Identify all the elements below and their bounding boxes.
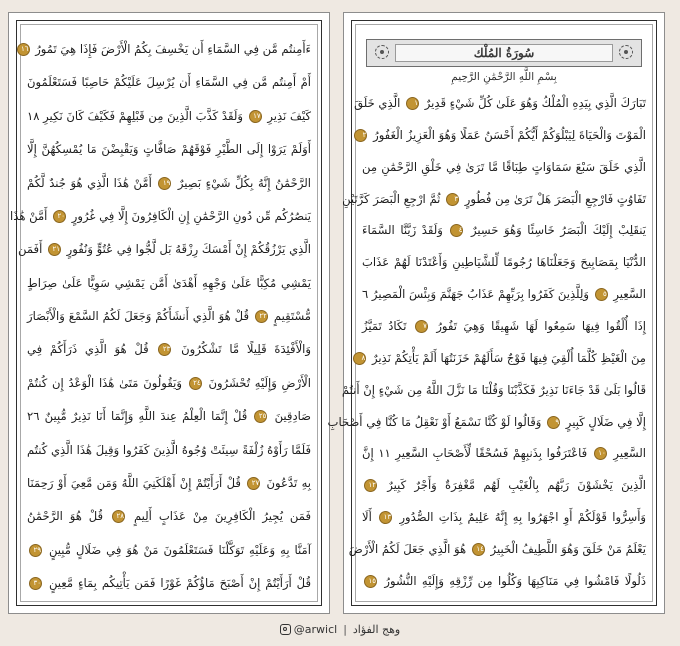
ayah-number-marker: ٥: [595, 288, 608, 301]
verse-text: تَبَارَكَ الَّذِي بِيَدِهِ الْمُلْكُ وَهُوَ عَلَىٰ كُلِّ شَيْءٍ قَدِيرٌ: [424, 96, 646, 110]
verse-text-continued: تَكَادُ تَمَيَّزُ: [362, 319, 407, 334]
verse-line: [362, 479, 646, 493]
verse-line: [362, 447, 646, 461]
sura-header: [366, 39, 642, 67]
verse-line: [27, 110, 311, 124]
verse-text: قُلْ أَرَأَيْتُمْ إِنْ أَصْبَحَ مَاؤُكُمْ غَوْرًا فَمَن يَأْتِيكُم بِمَاءٍ مَّعِينٍ: [48, 576, 312, 590]
verse-text: السَّعِيرِ: [613, 446, 647, 461]
ayah-number-marker: ٢: [354, 129, 367, 142]
verse-text: مُّسْتَقِيمٍ: [273, 309, 312, 323]
ayah-number-marker: ١٥: [364, 575, 377, 588]
ayah-number-marker: ١٤: [472, 543, 485, 556]
verse-text-continued: أَمَّنْ هَٰذَا: [10, 208, 48, 223]
right-page-text: [327, 96, 647, 589]
verse-text: بِهِ تَدَّعُونَ: [266, 475, 312, 490]
rosette-ornament-icon: [619, 45, 633, 59]
verse-text-continued: وَيَقُولُونَ مَتَىٰ هَٰذَا الْوَعْدُ إِن كُنتُمْ: [27, 375, 182, 390]
verse-text: يَنصُرُكُم مِّن دُونِ الرَّحْمَٰنِ إِنِ الْكَافِرُونَ إِلَّا فِي غُرُورٍ: [71, 208, 311, 223]
verse-text-continued: وَلَقَدْ كَذَّبَ الَّذِينَ مِن قَبْلِهِمْ فَكَيْفَ كَانَ نَكِيرِ ١٨: [27, 108, 243, 123]
verse-line: [27, 577, 311, 591]
verse-line: [362, 224, 646, 238]
ayah-number-marker: ١٩: [158, 177, 171, 190]
ayah-number-marker: ١٠: [594, 447, 607, 460]
verse-text: إِذَا أُلْقُوا فِيهَا سَمِعُوا لَهَا شَهِيقًا وَهِيَ تَفُورُ: [436, 319, 647, 334]
verse-text: الرَّحْمَٰنُ إِنَّهُ بِكُلِّ شَيْءٍ بَصِيرٌ: [177, 175, 311, 190]
verse-text-continued: هُوَ الَّذِي جَعَلَ لَكُمُ الْأَرْضَ: [348, 542, 467, 557]
ayah-number-marker: ٨: [353, 352, 366, 365]
verse-text-continued: وَلِلَّذِينَ كَفَرُوا بِرَبِّهِمْ عَذَابُ جَهَنَّمَ وَبِئْسَ الْمَصِيرُ ٦: [362, 287, 590, 302]
verse-text: وَأَسِرُّوا قَوْلَكُمْ أَوِ اجْهَرُوا بِهِ إِنَّهُ عَلِيمٌ بِذَاتِ الصُّدُورِ: [399, 510, 647, 525]
verse-text-continued: أَفَمَن: [18, 242, 43, 257]
verse-line: [341, 382, 646, 398]
verse-text-continued: وَلَقَدْ زَيَّنَّا السَّمَاءَ: [362, 223, 443, 238]
left-page-frame: [10, 20, 322, 606]
brand-name: وهج الفؤاد: [352, 622, 401, 636]
ayah-number-marker: ٢٥: [254, 410, 267, 423]
verse-line: [354, 96, 646, 111]
ayah-number-marker: ٤: [450, 224, 463, 237]
verse-text-continued: قُلْ هُوَ الَّذِي أَنشَأَكُمْ وَجَعَلَ لَكُمُ السَّمْعَ وَالْأَبْصَارَ: [27, 309, 249, 323]
ayah-number-marker: ١: [406, 97, 419, 110]
verse-text: الَّذِي يَرْزُقُكُمْ إِنْ أَمْسَكَ رِزْقَهُ بَل لَّجُّوا فِي عُتُوٍّ وَنُفُورٍ: [66, 242, 311, 257]
verse-line: [18, 242, 311, 257]
verse-text: إِلَّا فِي ضَلَالٍ كَبِيرٍ: [565, 414, 646, 429]
verse-line: [20, 42, 311, 57]
verse-line: [27, 310, 311, 324]
verse-text: يَنقَلِبْ إِلَيْكَ الْبَصَرُ خَاسِئًا وَهُوَ حَسِيرٌ: [471, 223, 646, 238]
verse-text: أَوَلَمْ يَرَوْا إِلَى الطَّيْرِ فَوْقَهُمْ صَافَّاتٍ وَيَقْبِضْنَ مَا يُمْسِكُهُنَّ إِلَّا: [27, 142, 311, 157]
verse-line: [327, 414, 646, 430]
verse-line: [27, 510, 311, 524]
verse-text: الْمَوْتَ وَالْحَيَاةَ لِيَبْلُوَكُمْ أَيُّكُمْ أَحْسَنُ عَمَلًا وَهُوَ الْعَزِيزُ الْغَفُورُ: [373, 127, 646, 142]
sura-title: سُورَةُ المُلْك: [473, 46, 535, 60]
verse-line: [362, 288, 646, 302]
ayah-number-marker: ٣: [446, 193, 459, 206]
right-page-frame: [327, 20, 657, 606]
ayah-number-marker: ١٢: [364, 479, 377, 492]
ayah-number-marker: ١٣: [379, 511, 392, 524]
verse-line: [27, 177, 311, 191]
ayah-number-marker: ٢٨: [112, 510, 125, 523]
verse-text: السَّعِيرِ: [613, 287, 646, 302]
verse-line: [27, 444, 311, 458]
verse-text-continued: قُلْ إِنَّمَا الْعِلْمُ عِندَ اللَّهِ وَإِنَّمَا أَنَا نَذِيرٌ مُّبِينٌ ٢٦: [27, 409, 248, 424]
verse-text: تَفَاوُتٍ فَارْجِعِ الْبَصَرَ هَلْ تَرَىٰ مِن فُطُورٍ: [464, 191, 646, 206]
verse-text: ءَأَمِنتُم مَّن فِي السَّمَاءِ أَن يَخْسِفَ بِكُمُ الْأَرْضَ فَإِذَا هِيَ تَمُورُ: [35, 42, 311, 56]
verse-text-continued: فَاعْتَرَفُوا بِذَنبِهِمْ فَسُحْقًا لِّأَصْحَابِ السَّعِيرِ ١١ إِنَّ: [362, 446, 588, 461]
verse-text: مِنَ الْغَيْظِ كُلَّمَا أُلْقِيَ فِيهَا فَوْجٌ سَأَلَهُمْ خَزَنَتُهَا أَلَمْ يَأْتِكُمْ نَذِيرٌ: [371, 350, 646, 365]
verse-line: [27, 76, 311, 90]
verse-line: [362, 161, 646, 175]
verse-line: [27, 377, 311, 391]
verse-line: [27, 544, 311, 558]
ayah-number-marker: ٢٤: [189, 377, 202, 390]
footer-separator: |: [343, 622, 347, 636]
verse-text: آمَنَّا بِهِ وَعَلَيْهِ تَوَكَّلْنَا فَسَتَعْلَمُونَ مَنْ هُوَ فِي ضَلَالٍ مُّبِينٍ: [48, 542, 311, 557]
ayah-number-marker: ٢١: [48, 243, 61, 256]
footer: [0, 620, 680, 638]
ayah-number-marker: ٢٠: [53, 210, 66, 223]
right-page: [327, 12, 665, 614]
verse-text: صَادِقِينَ: [274, 409, 311, 424]
verse-line: [27, 410, 311, 424]
verse-line: [362, 129, 646, 143]
verse-text: أَمْ أَمِنتُم مَّن فِي السَّمَاءِ أَن يُرْسِلَ عَلَيْكُمْ حَاصِبًا فَسَتَعْلَمُونَ: [27, 75, 311, 90]
left-page-text: [10, 42, 312, 591]
verse-text: يَعْلَمُ مَنْ خَلَقَ وَهُوَ اللَّطِيفُ الْخَبِيرُ: [490, 542, 646, 557]
verse-text: فَلَمَّا رَأَوْهُ زُلْفَةً سِيئَتْ وُجُوهُ الَّذِينَ كَفَرُوا وَقِيلَ هَٰذَا الَّذِي كُنتُم: [27, 442, 311, 457]
verse-line: [362, 352, 646, 366]
verse-text-continued: أَلَا: [362, 510, 372, 525]
verse-line: [27, 277, 311, 291]
ayah-number-marker: ٣٠: [29, 577, 42, 590]
ayah-number-marker: ٩: [547, 416, 560, 429]
verse-line: [362, 320, 646, 334]
verse-text: قَالُوا بَلَىٰ قَدْ جَاءَنَا نَذِيرٌ فَكَذَّبْنَا وَقُلْنَا مَا نَزَّلَ اللَّهُ مِن شَيْءٍ إِنْ أَنتُمْ: [341, 382, 646, 397]
verse-text-continued: أَمَّنْ هَٰذَا الَّذِي هُوَ جُندٌ لَّكُمْ: [27, 175, 152, 190]
verse-line: [362, 511, 646, 525]
verse-line: [348, 542, 646, 557]
verse-text-continued: قُلْ أَرَأَيْتُمْ إِنْ أَهْلَكَنِيَ اللَّهُ وَمَن مَّعِيَ أَوْ رَحِمَنَا: [27, 475, 241, 490]
verse-line: [342, 191, 646, 207]
verse-line: [10, 208, 311, 224]
verse-text-continued: ثُمَّ ارْجِعِ الْبَصَرَ كَرَّتَيْنِ: [342, 191, 441, 206]
rosette-ornament-icon: [375, 45, 389, 59]
verse-text: ذَلُولًا فَامْشُوا فِي مَنَاكِبِهَا وَكُلُوا مِن رِّزْقِهِ وَإِلَيْهِ النُّشُورُ: [384, 573, 647, 588]
ayah-number-marker: ٧: [415, 320, 428, 333]
verse-line: [362, 256, 646, 270]
verse-text: كَيْفَ نَذِيرِ: [267, 108, 311, 123]
ayah-number-marker: ١٧: [249, 110, 262, 123]
verse-line: [27, 343, 311, 357]
ayah-number-marker: ٢٣: [158, 343, 171, 356]
verse-text: الدُّنْيَا بِمَصَابِيحَ وَجَعَلْنَاهَا رُجُومًا لِّلشَّيَاطِينِ وَأَعْتَدْنَا لَهُمْ عَذَابَ: [362, 255, 646, 270]
left-page: [8, 12, 330, 614]
ayah-number-marker: ١٦: [17, 43, 30, 56]
verse-text-continued: وَقَالُوا لَوْ كُنَّا نَسْمَعُ أَوْ نَعْقِلُ مَا كُنَّا فِي أَصْحَابِ: [327, 414, 542, 429]
verse-text: الَّذِينَ يَخْشَوْنَ رَبَّهُم بِالْغَيْبِ لَهُم مَّغْفِرَةٌ وَأَجْرٌ كَبِيرٌ: [387, 478, 646, 493]
verse-line: [362, 575, 646, 589]
ayah-number-marker: ٢٩: [29, 544, 42, 557]
instagram-icon: [280, 624, 291, 635]
basmala: بِسْمِ اللَّهِ الرَّحْمَٰنِ الرَّحِيمِ: [451, 71, 557, 83]
verse-text: وَالْأَفْئِدَةَ قَلِيلًا مَّا تَشْكُرُونَ: [181, 342, 311, 357]
verse-text: فَمَن يُجِيرُ الْكَافِرِينَ مِنْ عَذَابٍ أَلِيمٍ: [133, 509, 311, 524]
instagram-handle[interactable]: @arwicl: [293, 622, 338, 636]
verse-text: الْأَرْضِ وَإِلَيْهِ تُحْشَرُونَ: [208, 375, 312, 390]
verse-text-continued: قُلْ هُوَ الرَّحْمَٰنُ: [27, 509, 104, 524]
ayah-number-marker: ٢٧: [247, 477, 260, 490]
ayah-number-marker: ٢٢: [255, 310, 268, 323]
verse-text: الَّذِي خَلَقَ سَبْعَ سَمَاوَاتٍ طِبَاقًا مَّا تَرَىٰ فِي خَلْقِ الرَّحْمَٰنِ مِن: [362, 159, 646, 174]
verse-text-continued: الَّذِي خَلَقَ: [354, 96, 401, 110]
verse-line: [27, 477, 311, 491]
verse-line: [27, 143, 311, 157]
verse-text-continued: قُلْ هُوَ الَّذِي ذَرَأَكُمْ فِي: [27, 342, 149, 357]
verse-text: يَمْشِي مُكِبًّا عَلَىٰ وَجْهِهِ أَهْدَىٰ أَمَّن يَمْشِي سَوِيًّا عَلَىٰ صِرَاطٍ: [27, 275, 311, 290]
